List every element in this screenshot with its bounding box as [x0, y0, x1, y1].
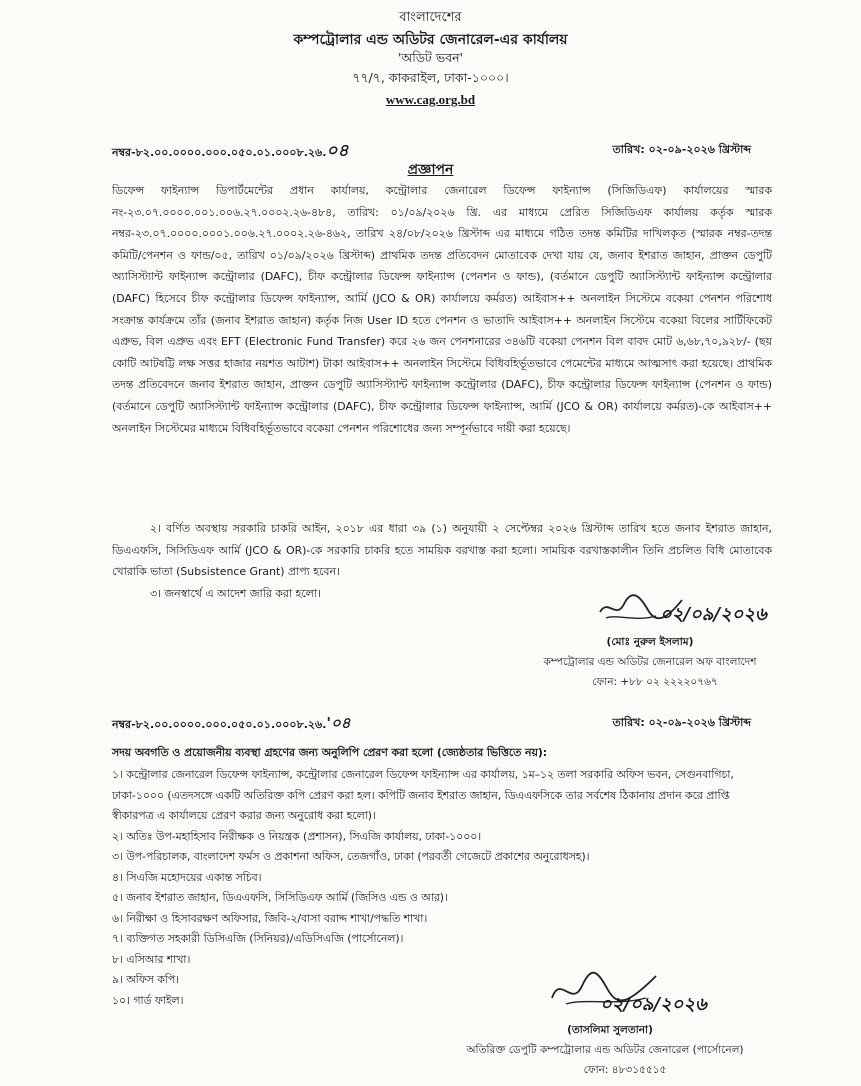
list-item: ৮। এসিআর শাখা। — [112, 952, 191, 966]
list-item: ১। কন্ট্রোলার জেনারেল ডিফেন্স ফাইন্যান্স, কন্ট্রোলার জেনারেল ডিফেন্স ফাইন্যান্স এর কার্যালয়, ১ম–১২ তলা সরকারি অফিস ভবন, সেগুনবাগিচা, ঢাকা-১০০০ (এতদসঙ্গে একটি অতিরিক্ত কপি প্রেরণ করা হল। কপিটি জনাব ইশরাত জাহান, ডিএএফসিকে তার সর্বশেষ ঠিকানায় প্রদান করে প্রাপ্তি স্বীকারপত্র এ কার্যালয়ে প্রেরণ করার জন্য অনুরোধ করা হলো)। — [112, 768, 734, 822]
list-item: ৭। ব্যক্তিগত সহকারী ডিসিএজি (সিনিয়র)/এডিসিএজি (পার্সোনেল)। — [112, 932, 404, 945]
list-item: ৯। অফিস কপি। — [112, 973, 180, 986]
header-website[interactable]: www.cag.org.bd — [385, 92, 476, 107]
header-country: বাংলাদেশের — [399, 10, 462, 25]
header-address: ৭৭/৭, কাকরাইল, ঢাকা-১০০০। — [352, 70, 509, 85]
memo-number-1-print: নম্বর-৮২.০০.০০০০.০০০.০৫০.০১.০০০৮.২৬. — [112, 146, 327, 159]
memo-number-2-print: নম্বর-৮২.০০.০০০০.০০০.০৫০.০১.০০০৮.২৬. — [112, 718, 327, 731]
signature-1-date: ০২/০৯/২০২৬ — [660, 604, 767, 625]
notification-title: প্রজ্ঞাপন — [407, 162, 454, 178]
paragraph-3: ৩। জনস্বার্থে এ আদেশ জারি করা হলো। — [150, 586, 321, 600]
signer-2-name: (তাসলিমা সুলতানা) — [567, 1024, 653, 1036]
notification-body — [112, 180, 772, 439]
list-item: ২। অতিঃ উপ-মহাহিসাব নিরীক্ষক ও নিয়ন্ত্রক (প্রশাসন), সিএজি কার্যালয়, ঢাকা-১০০০। — [112, 829, 482, 843]
list-item: ৫। জনাব ইশরাত জাহান, ডিএএফসি, সিসিডিএফ আর্মি (জিসিও এন্ড ও আর)। — [112, 891, 448, 904]
signer-1-phone: ফোন: +৮৮ ০২ ২২২২০৭৬৭ — [592, 676, 718, 688]
signature-2-date: ০২/০৯/২০২৬ — [600, 994, 707, 1015]
list-item: ৩। উপ-পরিচালক, বাংলাদেশ ফর্মস ও প্রকাশনা অফিস, তেজগাঁও, ঢাকা (পরবর্তী গেজেটে প্রকাশের অনুরোধসহ)। — [112, 850, 590, 863]
distribution-list — [112, 765, 772, 1011]
distribution-subject: সদয় অবগতি ও প্রয়োজনীয় ব্যবস্থা গ্রহণের জন্য অনুলিপি প্রেরণ করা হলো (জ্যেষ্ঠতার ভিত্তিতে নয়): — [112, 746, 548, 759]
memo-number-2 — [112, 712, 350, 737]
paragraph-2: ২। বর্ণিত অবস্থায় সরকারি চাকরি আইন, ২০১৮ এর ধারা ৩৯ (১) অনুযায়ী ২ সেপ্টেম্বর ২০২৬ খ্রিস্টাব্দ তারিখ হতে জনাব ইশরাত জাহান, ডিএএফসি, সিসিডিএফ আর্মি (JCO & OR)-কে সরকারি চাকরি হতে সাময়িক বরখাস্ত করা হলো। সাময়িক বরখাস্তকালীন তিনি প্রচলিত বিধি মোতাবেক খোরাকি ভাতা (Subsistence Grant) প্রাপ্য হবেন। — [112, 522, 772, 579]
signer-1-designation: কম্পট্রোলার এন্ড অডিটর জেনারেল অফ বাংলাদেশ — [543, 656, 757, 668]
list-item: ৬। নিরীক্ষা ও হিসাবরক্ষণ অফিসার, জিবি-২/বাসা বরাদ্দ শাখা/পদ্ধতি শাখা। — [112, 911, 428, 925]
header-office: কম্পট্রোলার এন্ড অডিটর জেনারেল-এর কার্যালয় — [293, 32, 568, 48]
list-item: ১০। গার্ড ফাইল। — [112, 993, 184, 1007]
paragraph-1: ডিফেন্স ফাইন্যান্স ডিপার্টমেন্টের প্রধান কার্যালয়, কন্ট্রোলার জেনারেল ডিফেন্স ফাইন্যান্স (সিজিডিএফ) কার্যালয়ের স্মারক নং-২৩.০৭.০০০০.০০১.০০৬.২৭.০০০২.২৬-৪৮৪, তারিখ: ০১/০৯/২০২৬ খ্রি. এর মাধ্যমে প্রেরিত সিজিডিএফ কার্যালয় কর্তৃক স্মারক নম্বর-২৩.০৭.০০০০.০০০১.০০৬.২৭.০০০২.২৬-৪৬২, তারিখ ২৪/০৮/২০২৬ খ্রিস্টাব্দ এর মাধ্যমে গঠিত তদন্ত কমিটির দাখিলকৃত (স্মারক নম্বর-তদন্ত কমিটি/পেনশন ও ফান্ড/০৫, তারিখ ০১/০৯/২০২৬ খ্রিস্টাব্দ) প্রাথমিক তদন্ত প্রতিবেদন মোতাবেক দেখা যায় যে, জনাব ইশরাত জাহান, প্রাক্তন ডেপুটি অ্যাসিস্ট্যান্ট ফাইন্যান্স কন্ট্রোলার (DAFC), চীফ কন্ট্রোলার ডিফেন্স ফাইন্যান্স (পেনশন ও ফান্ড), (বর্তমানে ডেপুটি অ্যাসিস্ট্যান্ট ফাইন্যান্স কন্ট্রোলার (DAFC) হিসেবে চীফ কন্ট্রোলার ডিফেন্স ফাইন্যান্স, আর্মি (JCO & OR) কার্যালয়ে কর্মরত) আইবাস++ অনলাইন সিস্টেমে বকেয়া পেনশন পরিশোধ সংক্রান্ত কার্যক্রমে তাঁর (জনাব ইশরাত জাহান) কর্তৃক নিজ User ID হতে পেনশন ও ভাতাদি আইবাস++ অনলাইন সিস্টেমে বকেয়া বিলের সার্টিফিকেট এপ্রুভ, বিল এপ্রুভ এবং EFT (Electronic Fund Transfer) করে ২৬ জন পেনশনারের ৩৪৬টি বকেয়া পেনশন বিল বাবদ মোট ৬,৬৮,৭০,৯২৮/- (ছয় কোটি আটষট্টি লক্ষ সত্তর হাজার নয়শত আটাশ) টাকা আইবাস++ অনলাইন সিস্টেমে বিধিবহির্ভূতভাবে পেমেন্টের মাধ্যমে আত্মসাৎ করা হয়েছে। প্রাথমিক তদন্ত প্রতিবেদনে জনাব ইশরাত জাহান, প্রাক্তন ডেপুটি অ্যাসিস্ট্যান্ট ফাইন্যান্স কন্ট্রোলার (DAFC), চীফ কন্ট্রোলার ডিফেন্স ফাইন্যান্স (পেনশন ও ফান্ড) (বর্তমানে ডেপুটি অ্যাসিস্ট্যান্ট ফাইন্যান্স কন্ট্রোলার (DAFC), চীফ কন্ট্রোলার ডিফেন্স ফাইন্যান্স, আর্মি (JCO & OR) কার্যালয়ে কর্মরত)-কে আইবাস++ অনলাইন সিস্টেমের মাধ্যমে বিধিবহির্ভূতভাবে বকেয়া পেনশন পরিশোধের জন্য সম্পূর্নভাবে দায়ী করা হয়েছে। — [112, 184, 772, 435]
memo-date-1: তারিখ: ০২-০৯-২০২৬ খ্রিস্টাব্দ — [612, 143, 751, 156]
memo-date-2: তারিখ: ০২-০৯-২০২৬ খ্রিস্টাব্দ — [612, 716, 751, 729]
memo-number-2-handwritten: '০৪ — [326, 714, 351, 732]
signer-2-phone: ফোন: ৪৮৩১৫৫১৫ — [583, 1064, 667, 1076]
header-building: 'অডিট ভবন' — [398, 50, 463, 65]
signer-1-name: (মোঃ নুরুল ইসলাম) — [606, 636, 694, 648]
list-item: ৪। সিএজি মহোদয়ের একান্ত সচিব। — [112, 870, 262, 884]
memo-number-1-handwritten: ০৪ — [326, 141, 349, 161]
signer-2-designation: অতিরিক্ত ডেপুটি কম্পট্রোলার এন্ড অডিটর জেনারেল (পার্সোনেল) — [466, 1044, 744, 1056]
